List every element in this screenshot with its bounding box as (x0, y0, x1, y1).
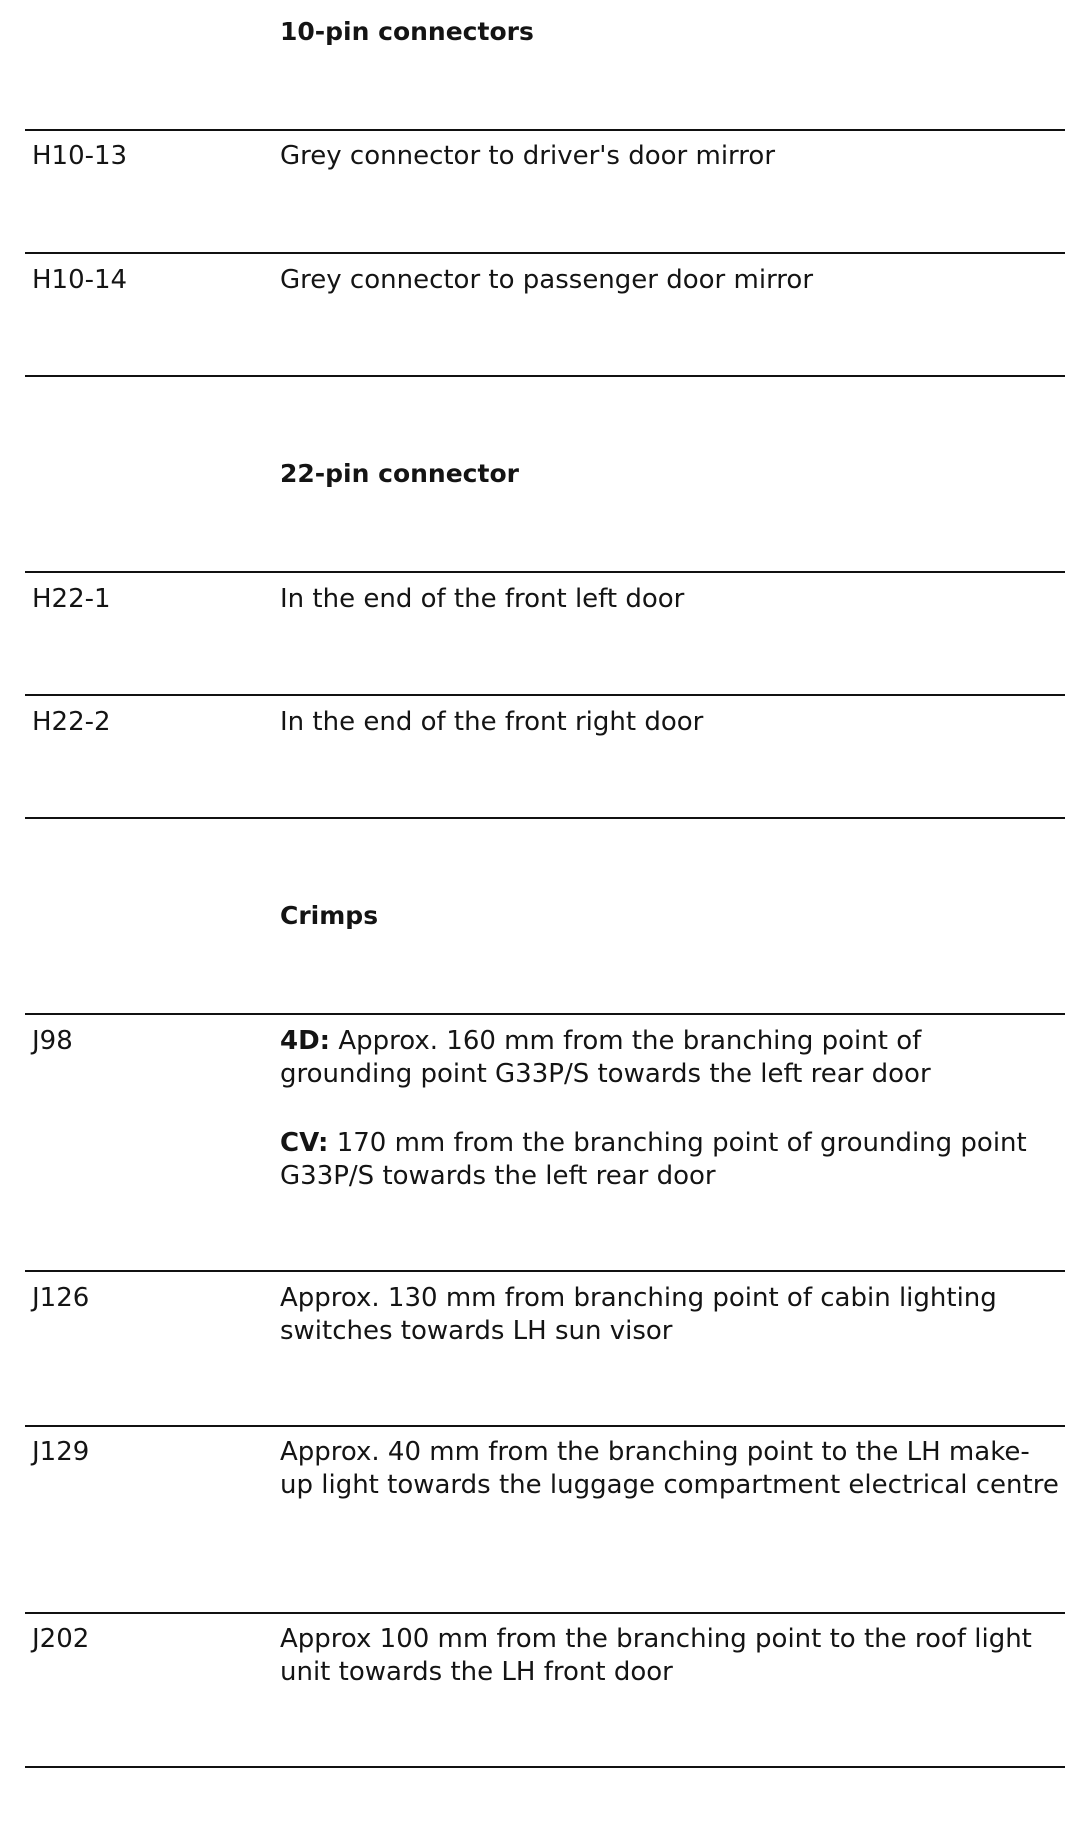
crimp-code-j126: J126 (32, 1283, 90, 1313)
crimp-note-cv (280, 1127, 1060, 1193)
row-divider (25, 694, 1065, 696)
note-text-4d: Approx. 160 mm from the branching point of grounding point G33P/S towards the left rear door (280, 1026, 931, 1089)
row-divider (25, 1425, 1065, 1427)
crimp-code-j98: J98 (32, 1026, 73, 1056)
connector-description-h22-2: In the end of the front right door (280, 707, 704, 737)
section-heading-10-pin: 10-pin connectors (280, 17, 534, 46)
connector-code-h10-13: H10-13 (32, 141, 128, 171)
crimp-note-4d (280, 1025, 1060, 1091)
row-divider (25, 252, 1065, 254)
row-divider (25, 571, 1065, 573)
section-heading-22-pin: 22-pin connector (280, 459, 519, 488)
crimp-description-j98 (280, 1025, 1060, 1193)
connector-code-h22-2: H22-2 (32, 707, 111, 737)
section-heading-crimps: Crimps (280, 901, 379, 930)
section-divider (25, 375, 1065, 377)
row-divider (25, 1612, 1065, 1614)
section-divider (25, 817, 1065, 819)
note-text-cv: 170 mm from the branching point of grounding point G33P/S towards the left rear door (280, 1128, 1027, 1191)
crimp-code-j129: J129 (32, 1437, 90, 1467)
crimp-description-j202: Approx 100 mm from the branching point to the roof light unit towards the LH front door (280, 1624, 1032, 1687)
crimp-code-j202: J202 (32, 1624, 90, 1654)
row-divider (25, 1270, 1065, 1272)
table-bottom-rule (25, 1766, 1065, 1768)
row-divider (25, 1013, 1065, 1015)
note-label-cv: CV: (280, 1128, 329, 1158)
connector-code-h22-1: H22-1 (32, 584, 111, 614)
connector-description-h22-1: In the end of the front left door (280, 584, 685, 614)
crimp-description-j129: Approx. 40 mm from the branching point to the LH make-up light towards the luggage compartment electrical centre (280, 1437, 1059, 1500)
row-divider (25, 129, 1065, 131)
connector-code-h10-14: H10-14 (32, 265, 128, 295)
crimp-description-j126: Approx. 130 mm from branching point of cabin lighting switches towards LH sun visor (280, 1283, 997, 1346)
connector-description-h10-14: Grey connector to passenger door mirror (280, 265, 814, 295)
note-label-4d: 4D: (280, 1026, 331, 1056)
connector-description-h10-13: Grey connector to driver's door mirror (280, 141, 776, 171)
